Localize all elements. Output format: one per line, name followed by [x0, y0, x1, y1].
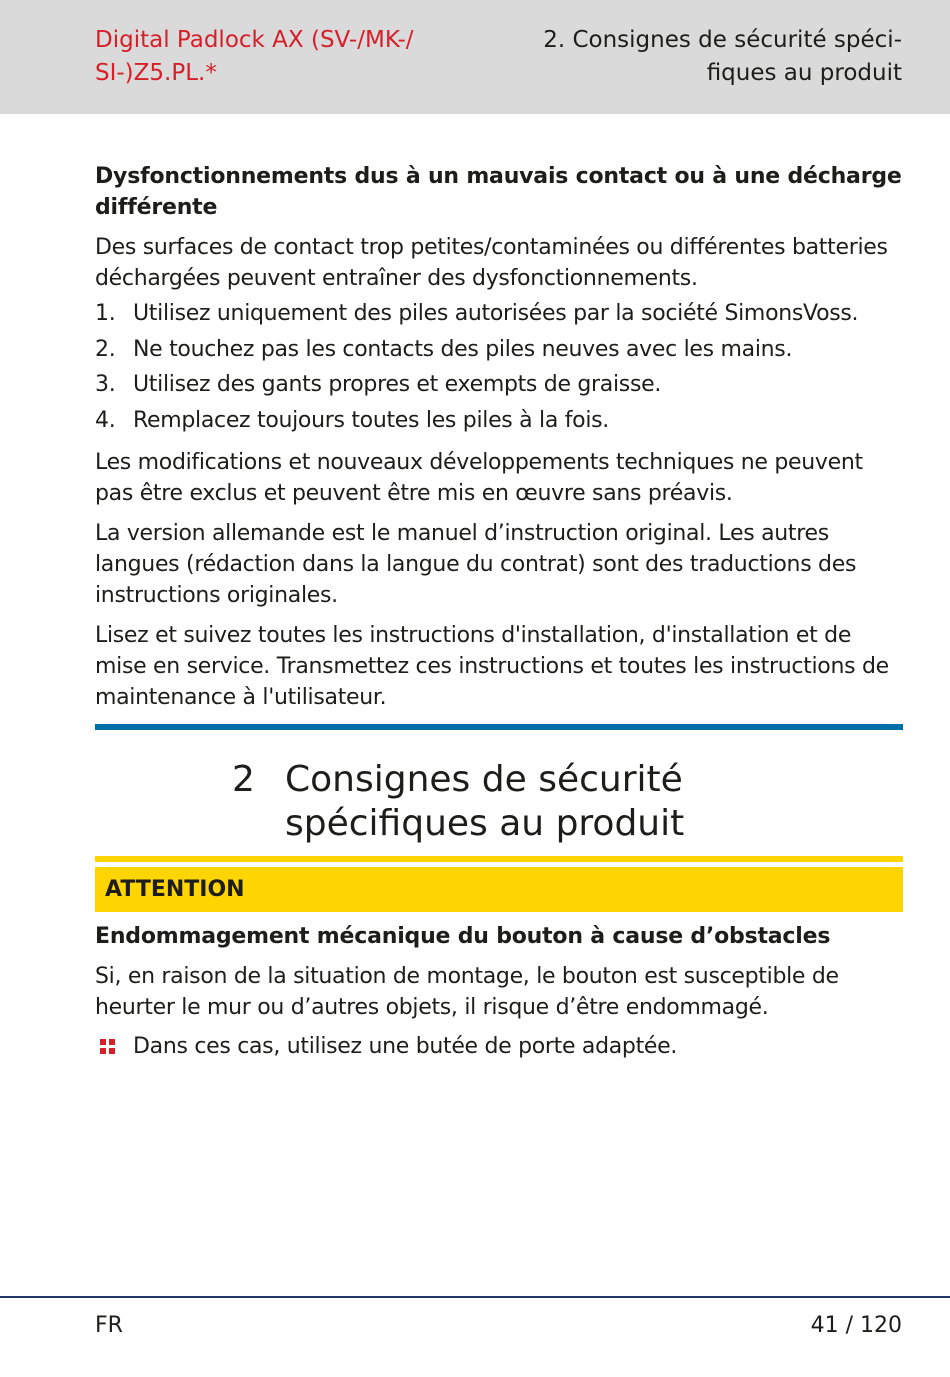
chapter-number: 2 — [232, 759, 255, 800]
list-item — [95, 298, 903, 334]
step-number: 2. — [95, 336, 116, 362]
list-item — [95, 334, 903, 370]
attention-heading: Endommagement mécanique du bouton à cause d’obstacles — [95, 924, 831, 949]
step-text: Utilisez des gants propres et exempts de graisse. — [133, 372, 662, 397]
step-text: Remplacez toujours toutes les piles à la fois. — [133, 407, 610, 433]
original-language-paragraph: La version allemande est le manuel d’instruction original. Les autres langues (rédaction dans la langue du contrat) sont des traductions des instructions originales. — [95, 521, 857, 608]
technical-changes-paragraph: Les modifications et nouveaux développements techniques ne peuvent pas être exclus et peuvent être mis en œuvre sans préavis. — [95, 450, 863, 506]
intro-paragraph: Des surfaces de contact trop petites/contaminées ou différentes batteries déchargées peuvent entraîner des dysfonctionnements. — [95, 235, 888, 291]
list-item — [95, 405, 903, 441]
attention-rule — [95, 856, 903, 862]
action-text: Dans ces cas, utilisez une butée de porte adaptée. — [133, 1034, 678, 1059]
step-text: Utilisez uniquement des piles autorisées par la société SimonsVoss. — [133, 301, 859, 326]
attention-banner — [95, 867, 903, 912]
page-header — [0, 0, 950, 114]
step-number: 4. — [95, 407, 116, 433]
footer-language: FR — [95, 1313, 123, 1338]
step-number: 1. — [95, 301, 116, 326]
list-item — [95, 369, 903, 405]
attention-text: Si, en raison de la situation de montage, le bouton est susceptible de heurter le mur ou d’autres objets, il risque d’être endommagé. — [95, 964, 839, 1020]
product-name: Digital Padlock AX (SV-/MK-/ SI-)Z5.PL.* — [95, 27, 414, 86]
instructions-paragraph: Lisez et suivez toutes les instructions d'installation, d'installation et de mise en service. Transmettez ces instructions et toutes les instructions de maintenance à l'utilisateur. — [95, 623, 889, 710]
step-text: Ne touchez pas les contacts des piles neuves avec les mains. — [133, 336, 793, 362]
chapter-title: Consignes de sécurité spécifiques au produit — [285, 759, 685, 844]
footer-rule — [0, 1296, 950, 1298]
attention-label: ATTENTION — [105, 877, 245, 902]
chapter-divider — [95, 724, 903, 730]
section-subheading: Dysfonctionnements dus à un mauvais contact ou à une décharge différente — [95, 164, 902, 220]
running-chapter-title: 2. Consignes de sécurité spéci- fiques au produit — [543, 27, 902, 86]
action-bullet-icon — [100, 1039, 116, 1055]
steps-list — [95, 298, 903, 440]
page-number: 41 / 120 — [810, 1313, 902, 1338]
step-number: 3. — [95, 372, 116, 397]
